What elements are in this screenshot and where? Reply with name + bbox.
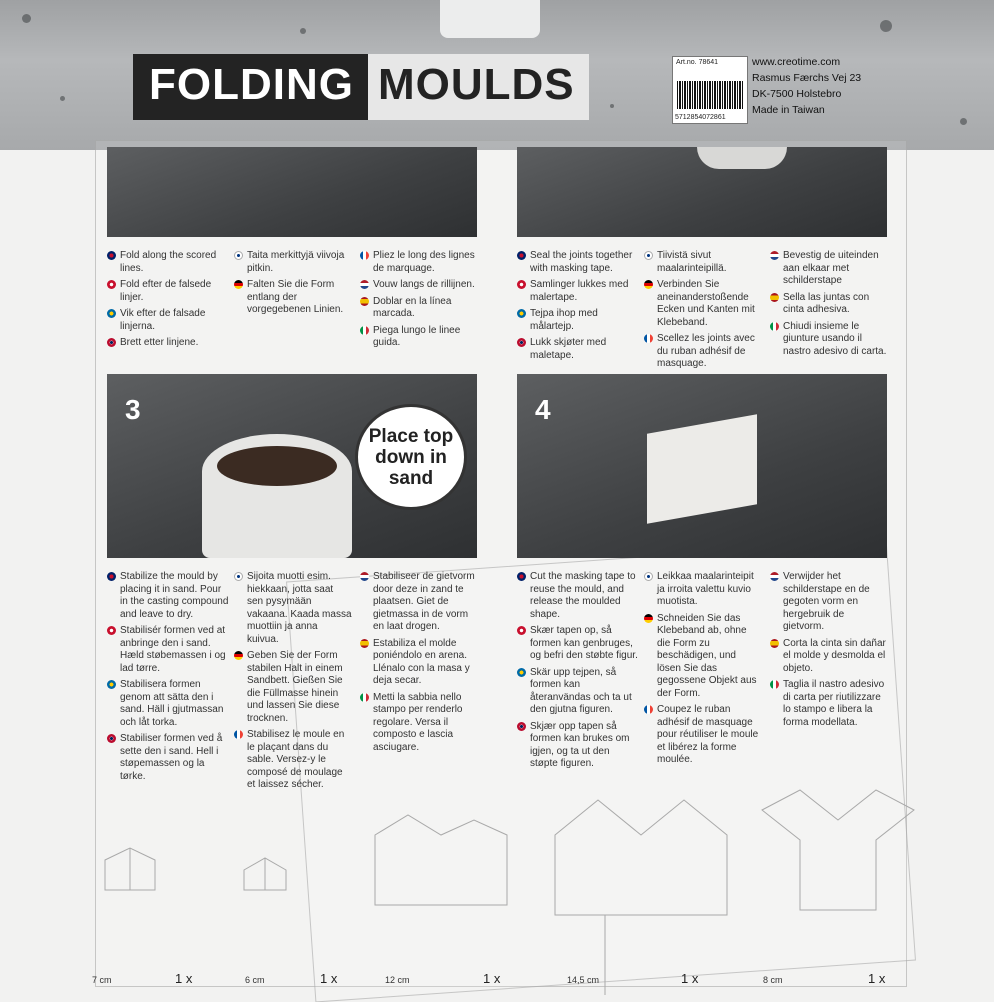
- flag-de-icon: [644, 280, 653, 289]
- step3-instructions-col3: [360, 571, 478, 758]
- instruction-text: Metti la sabbia nello stampo per renderlo regolare. Versa il composto e lascia asciugare.: [373, 691, 463, 753]
- size-label: 6 cm: [245, 975, 265, 985]
- instruction-text: Samlinger lukkes med malertape.: [530, 279, 629, 303]
- instruction-text: Piega lungo le linee guida.: [373, 324, 461, 348]
- instruction-text: Doblar en la línea marcada.: [373, 295, 452, 319]
- step4-instructions-col1: [517, 571, 639, 775]
- instruction-text: Vik efter de falsade linjerna.: [120, 308, 206, 332]
- house-shape-6cm: [244, 858, 286, 890]
- flag-no-icon: [517, 722, 526, 731]
- company-address: [752, 54, 861, 118]
- flag-no-icon: [107, 734, 116, 743]
- step1-instructions-col1: [107, 250, 229, 354]
- instruction-text: Chiudi insieme le giunture usando il nastro adesivo di carta.: [783, 320, 887, 357]
- instruction-text: Sijoita muotti esim. hiekkaan, jotta saat sen pysymään vakaana. Kaada massa muottiin ja anna kuivua.: [247, 571, 352, 645]
- barcode-bars: [677, 81, 743, 109]
- hang-tab: [440, 0, 540, 38]
- flag-es-icon: [360, 297, 369, 306]
- address-line: Made in Taiwan: [752, 104, 825, 116]
- flag-fi-icon: [234, 251, 243, 260]
- size-label: 8 cm: [763, 975, 783, 985]
- address-line: Rasmus Færchs Vej 23: [752, 72, 862, 84]
- instruction-item: [360, 692, 478, 755]
- instruction-item: [517, 308, 639, 333]
- flag-se-icon: [517, 309, 526, 318]
- instruction-item: [107, 679, 229, 729]
- step4-instructions-col2: [644, 571, 762, 771]
- flag-dk-icon: [107, 626, 116, 635]
- instruction-text: Seal the joints together with masking tape.: [530, 250, 633, 274]
- instruction-item: [517, 571, 639, 621]
- address-line: www.creotime.com: [752, 56, 841, 68]
- instruction-item: [234, 250, 352, 275]
- step4-instructions-col3: [770, 571, 888, 733]
- flag-se-icon: [107, 309, 116, 318]
- instruction-item: [770, 321, 888, 359]
- casting-cup: [697, 147, 787, 169]
- flag-it-icon: [360, 326, 369, 335]
- step1-instructions-col2: [234, 250, 352, 321]
- quantity-label: 1 x: [681, 971, 699, 986]
- quantity-label: 1 x: [320, 971, 338, 986]
- instruction-item: [644, 333, 762, 371]
- instruction-text: Coupez le ruban adhésif de masquage pour réutiliser le moule et libérez la forme moulée.: [657, 704, 759, 765]
- instruction-item: [360, 571, 478, 634]
- instruction-text: Tiivistä sivut maalarinteipillä.: [657, 250, 727, 274]
- flag-fr-icon: [360, 251, 369, 260]
- instruction-text: Pliez le long des lignes de marquage.: [373, 250, 475, 274]
- flag-dk-icon: [107, 280, 116, 289]
- flag-gb-icon: [107, 572, 116, 581]
- step2-instructions-col2: [644, 250, 762, 375]
- size-label: 14,5 cm: [567, 975, 600, 985]
- quantity-label: 1 x: [483, 971, 501, 986]
- house-shape-12cm: [375, 815, 507, 905]
- brand-word-1: FOLDING: [133, 54, 368, 120]
- instruction-item: [770, 292, 888, 317]
- flag-es-icon: [770, 639, 779, 648]
- flag-it-icon: [770, 322, 779, 331]
- instruction-item: [644, 613, 762, 701]
- instruction-text: Stabilisera formen genom att sätta den i sand. Häll i gjutmassan och låt torka.: [120, 679, 224, 728]
- flag-de-icon: [644, 614, 653, 623]
- instruction-text: Falten Sie die Form entlang der vorgegebenen Linien.: [247, 279, 344, 315]
- barcode-label: [672, 56, 748, 124]
- packaging-header: [0, 0, 994, 150]
- instruction-item: [360, 296, 478, 321]
- flag-de-icon: [234, 280, 243, 289]
- instruction-text: Taglia il nastro adesivo di carta per riutilizzare lo stampo e libera la forma modellata.: [783, 679, 885, 728]
- flag-se-icon: [107, 680, 116, 689]
- flag-no-icon: [107, 338, 116, 347]
- instruction-item: [360, 325, 478, 350]
- sand: [217, 446, 337, 486]
- instruction-text: Stabilisez le moule en le plaçant dans du sable. Versez-y le composé de moulage et laissez sécher.: [247, 729, 345, 790]
- instruction-item: [107, 337, 229, 350]
- instruction-text: Stabilize the mould by placing it in sand. Pour in the casting compound and leave to dry.: [120, 571, 229, 620]
- step4-number: 4: [535, 394, 551, 425]
- flag-se-icon: [517, 668, 526, 677]
- instruction-item: [234, 279, 352, 317]
- instruction-text: Corta la cinta sin dañar el molde y desmolda el objeto.: [783, 637, 886, 674]
- quantity-label: 1 x: [868, 971, 886, 986]
- step3-instructions-col2: [234, 571, 352, 796]
- instruction-item: [517, 250, 639, 275]
- instruction-item: [770, 679, 888, 729]
- instruction-text: Leikkaa maalarinteipit ja irroita valettu kuvio muotista.: [657, 571, 754, 607]
- flag-no-icon: [517, 338, 526, 347]
- address-line: DK-7500 Holstebro: [752, 88, 842, 100]
- mould-shapes: [0, 780, 994, 995]
- instruction-item: [770, 250, 888, 288]
- instruction-text: Taita merkittyjä viivoja pitkin.: [247, 250, 345, 274]
- flag-gb-icon: [517, 251, 526, 260]
- instruction-text: Vouw langs de rillijnen.: [373, 279, 475, 290]
- step1-photo: [107, 147, 477, 237]
- flag-nl-icon: [770, 572, 779, 581]
- instruction-item: [360, 638, 478, 688]
- instruction-item: [770, 571, 888, 634]
- instruction-text: Verbinden Sie aneinanderstoßende Ecken und Kanten mit Klebeband.: [657, 279, 755, 328]
- size-label: 12 cm: [385, 975, 410, 985]
- instruction-item: [107, 279, 229, 304]
- instruction-text: Stabilisér formen ved at anbringe den i sand. Hæld støbemassen i og lad tørre.: [120, 625, 226, 674]
- instruction-text: Skär upp tejpen, så formen kan återanvändas och ta ut den gjutna figuren.: [530, 666, 632, 715]
- instruction-text: Fold along the scored lines.: [120, 250, 217, 274]
- step4-photo: [517, 374, 887, 558]
- instruction-item: [107, 625, 229, 675]
- instruction-text: Sella las juntas con cinta adhesiva.: [783, 291, 870, 315]
- flag-fr-icon: [644, 334, 653, 343]
- house-shape-14-5cm: [555, 800, 727, 915]
- flag-it-icon: [360, 693, 369, 702]
- instruction-item: [644, 279, 762, 329]
- step2-instructions-col1: [517, 250, 639, 366]
- flag-nl-icon: [360, 280, 369, 289]
- flag-dk-icon: [517, 626, 526, 635]
- barcode-number: 5712854072861: [675, 114, 726, 121]
- house-shape-8cm: [762, 790, 914, 910]
- instruction-text: Verwijder het schilderstape en de gegoten vorm en hergebruik de gietvorm.: [783, 571, 870, 632]
- instruction-text: Estabiliza el molde poniéndolo en arena. Llénalo con la masa y deja secar.: [373, 637, 470, 686]
- flag-es-icon: [360, 639, 369, 648]
- flag-nl-icon: [360, 572, 369, 581]
- instruction-text: Cut the masking tape to reuse the mould, and release the moulded shape.: [530, 571, 636, 620]
- instruction-item: [107, 308, 229, 333]
- brand-logo: [133, 54, 589, 120]
- instruction-text: Stabiliser formen ved å sette den i sand. Hell i støpemassen og la tørke.: [120, 733, 223, 782]
- instruction-item: [517, 667, 639, 717]
- instruction-item: [644, 704, 762, 767]
- instruction-text: Bevestig de uiteinden aan elkaar met schilderstape: [783, 250, 879, 286]
- flag-nl-icon: [770, 251, 779, 260]
- instruction-text: Schneiden Sie das Klebeband ab, ohne die Form zu beschädigen, und lösen Sie das gegossene Objekt aus der Form.: [657, 612, 757, 699]
- instruction-item: [234, 571, 352, 646]
- instruction-text: Tejpa ihop med målartejp.: [530, 308, 598, 332]
- instruction-item: [517, 721, 639, 771]
- flag-gb-icon: [107, 251, 116, 260]
- instruction-item: [644, 571, 762, 609]
- quantity-label: 1 x: [175, 971, 193, 986]
- flag-gb-icon: [517, 572, 526, 581]
- instruction-text: Stabiliseer de gietvorm door deze in zand te plaatsen. Giet de gietmassa in de vorm en laat drogen.: [373, 571, 475, 632]
- article-number: Art.no. 78641: [676, 59, 719, 66]
- instruction-item: [107, 733, 229, 783]
- callout-bubble: Place top down in sand: [355, 404, 467, 510]
- instruction-item: [644, 250, 762, 275]
- house-shape-7cm: [105, 848, 155, 890]
- flag-fi-icon: [644, 572, 653, 581]
- instruction-item: [360, 250, 478, 275]
- instruction-text: Brett etter linjene.: [120, 337, 199, 348]
- flag-fr-icon: [234, 730, 243, 739]
- brand-word-2: MOULDS: [368, 54, 589, 120]
- instruction-item: [107, 571, 229, 621]
- flag-fi-icon: [234, 572, 243, 581]
- instruction-item: [517, 625, 639, 663]
- instruction-item: [107, 250, 229, 275]
- step2-instructions-col3: [770, 250, 888, 362]
- instruction-text: Lukk skjøter med maletape.: [530, 337, 607, 361]
- instruction-item: [517, 279, 639, 304]
- instruction-item: [360, 279, 478, 292]
- step1-instructions-col3: [360, 250, 478, 354]
- instruction-text: Fold efter de falsede linjer.: [120, 279, 212, 303]
- flag-dk-icon: [517, 280, 526, 289]
- flag-de-icon: [234, 651, 243, 660]
- instruction-item: [517, 337, 639, 362]
- flag-fi-icon: [644, 251, 653, 260]
- flag-it-icon: [770, 680, 779, 689]
- moulded-house: [647, 414, 757, 523]
- step2-photo: [517, 147, 887, 237]
- flag-fr-icon: [644, 705, 653, 714]
- instruction-item: [770, 638, 888, 676]
- flag-es-icon: [770, 293, 779, 302]
- step3-instructions-col1: [107, 571, 229, 787]
- instruction-text: Geben Sie der Form stabilen Halt in einem Sandbett. Gießen Sie die Füllmasse hinein und lassen Sie diese trocknen.: [247, 650, 343, 724]
- instruction-text: Skær tapen op, så formen kan genbruges, og befri den støbte figur.: [530, 625, 638, 661]
- step3-number: 3: [125, 394, 141, 425]
- instruction-text: Scellez les joints avec du ruban adhésif de masquage.: [657, 333, 755, 369]
- size-label: 7 cm: [92, 975, 112, 985]
- instruction-text: Skjær opp tapen så formen kan brukes om igjen, og ta ut den støpte figuren.: [530, 720, 630, 769]
- instruction-item: [234, 650, 352, 725]
